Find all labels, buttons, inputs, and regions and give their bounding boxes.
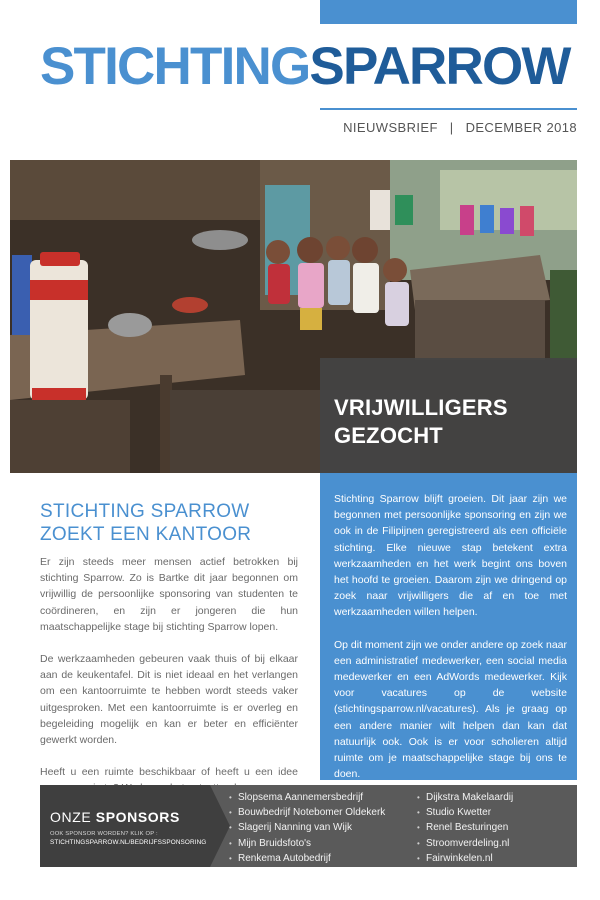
sponsors-link[interactable]: STICHTINGSPARROW.NL/BEDRIJFSSPONSORING [50, 839, 207, 846]
masthead-word-stichting: STICHTING [40, 37, 310, 96]
sponsors-title-bold: SPONSORS [95, 809, 180, 825]
sponsor-item: • Studio Kwetter [417, 805, 513, 820]
masthead-word-sparrow: SPARROW [309, 37, 570, 96]
hero-caption-line1: VRIJWILLIGERS [334, 395, 508, 420]
masthead-title [40, 38, 580, 96]
sponsor-item: • Dijkstra Makelaardij [417, 790, 513, 805]
sponsor-item: • Renel Besturingen [417, 820, 513, 835]
header-accent-bar [320, 0, 577, 24]
sponsors-banner [40, 785, 577, 867]
sponsors-list-left [229, 790, 385, 866]
article-office [40, 500, 298, 813]
article-office-paragraph: Er zijn steeds meer mensen actief betrokken bij stichting Sparrow. Zo is Bartke dit jaar begonnen om vrijwillig de persoonlijke sponsoring van studenten te coördineren, en zijn er jongeren die hun maatschappelijke stage bij stichting Sparrow lopen. [40, 556, 298, 633]
sponsor-item: • Slopsema Aannemersbedrijf [229, 790, 385, 805]
article-office-title: STICHTING SPARROW ZOEKT EEN KANTOOR [40, 501, 252, 545]
issue-label: NIEUWSBRIEF [343, 120, 438, 135]
sponsors-title-light: ONZE [50, 809, 92, 825]
issue-date: DECEMBER 2018 [465, 120, 577, 135]
sponsor-item: • Mijn Bruidsfoto's [229, 836, 385, 851]
sponsors-subtitle: OOK SPONSOR WORDEN? KLIK OP : [50, 831, 158, 837]
article-office-paragraph: Heeft u een ruimte beschikbaar of heeft u een idee [40, 766, 298, 779]
hero-caption-box [320, 358, 577, 473]
sponsor-item: • Fairwinkelen.nl [417, 851, 513, 866]
article-volunteers [320, 473, 577, 780]
article-volunteers-paragraph: Stichting Sparrow blijft groeien. Dit jaar zijn we begonnen met persoonlijke sponsoring en zijn we ook in de Filipijnen geregistreerd als een officiële stichting. Elke nieuwe stap betekent extra werkzaamheden en het werk begint ons boven het hoofd te groeien. Daarom zijn we dringend op zoek naar vrijwilligers die af en toe met werkzaamheden willen helpen. [334, 493, 567, 619]
header-divider [320, 108, 577, 110]
sponsor-item: • Stroomverdeling.nl [417, 836, 513, 851]
sponsors-arrow [210, 785, 230, 867]
sponsor-item: • Bouwbedrijf Notebomer Oldekerk [229, 805, 385, 820]
sponsor-item: • Renkema Autobedrijf [229, 851, 385, 866]
sponsor-item: • Slagerij Nanning van Wijk [229, 820, 385, 835]
sponsors-list-right [417, 790, 513, 866]
issue-separator: | [449, 120, 454, 135]
issue-line [320, 120, 577, 135]
article-volunteers-paragraph: Op dit moment zijn we onder andere op zoek naar een administratief medewerker, een social media medewerker en een AdWords medewerker. Kijk voor vacatures op de website (stichtingsparrow.nl/vacatures). Als je graag op een andere manier wilt helpen dan kan dat natuurlijk ook. Ook is er voor scholieren altijd ruimte om je maatschappelijke stage bij ons te doen. [334, 638, 567, 781]
hero-caption-line2: GEZOCHT [334, 423, 443, 448]
sponsors-title [50, 809, 210, 825]
sponsors-heading-block [40, 785, 210, 867]
article-office-paragraph: De werkzaamheden gebeuren vaak thuis of bij elkaar aan de keukentafel. Dit is niet ideaal en het verlangen om een kantoorruimte te hebben wordt steeds vaker uitgesproken. Met een kantoorruimte is er overleg en begeleiding mogelijk en kan er beter en efficiënter gewerkt worden. [40, 653, 298, 747]
